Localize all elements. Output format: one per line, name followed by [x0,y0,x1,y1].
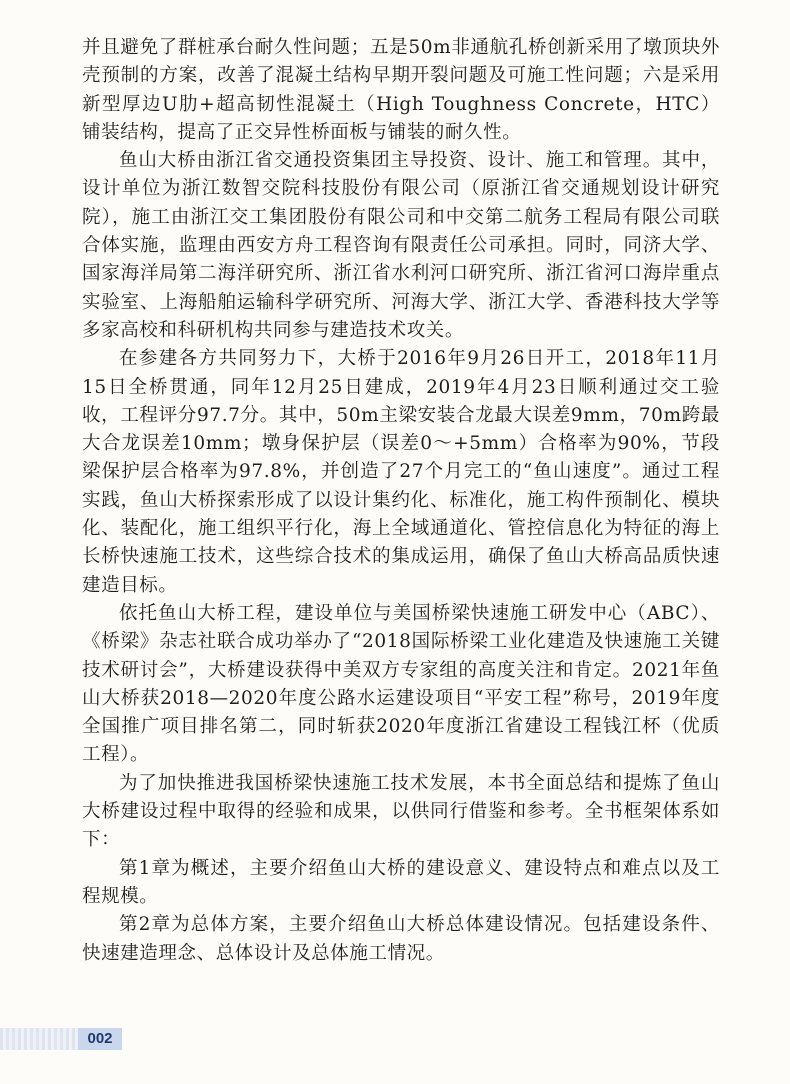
paragraph-continuation: 并且避免了群桩承台耐久性问题；五是50m非通航孔桥创新采用了墩顶块外壳预制的方案，改善了混凝土结构早期开裂问题及可施工性问题；六是采用新型厚边U肋+超高韧性混凝土（High Toughness Concrete，HTC）铺装结构，提高了正交异性桥面板与铺装的耐久性。 [82,37,720,143]
page-number: 002 [78,1028,122,1050]
paragraph-awards: 依托鱼山大桥工程，建设单位与美国桥梁快速施工研发中心（ABC）、《桥梁》杂志社联合成功举办了“2018国际桥梁工业化建造及快速施工关键技术研讨会”，大桥建设获得中美双方专家组的高度关注和肯定。2021年鱼山大桥获2018—2020年度公路水运建设项目“平安工程”称号，2019年度全国推广项目排名第二，同时斩获2020年度浙江省建设工程钱江杯（优质工程）。 [82,602,720,766]
paragraph-participants: 鱼山大桥由浙江省交通投资集团主导投资、设计、施工和管理。其中，设计单位为浙江数智交院科技股份有限公司（原浙江省交通规划设计研究院），施工由浙江交工集团股份有限公司和中交第二航务工程局有限公司联合体实施，监理由西安方舟工程咨询有限责任公司承担。同时，同济大学、国家海洋局第二海洋研究所、浙江省水利河口研究所、浙江省河口海岸重点实验室、上海船舶运输科学研究所、河海大学、浙江大学、香港科技大学等多家高校和科研机构共同参与建造技术攻关。 [82,150,720,341]
paragraph-chapter-2: 第2章为总体方案，主要介绍鱼山大桥总体建设情况。包括建设条件、快速建造理念、总体设计及总体施工情况。 [82,914,720,964]
footer-decorative-band [0,1028,78,1050]
paragraph-book-purpose: 为了加快推进我国桥梁快速施工技术发展，本书全面总结和提炼了鱼山大桥建设过程中取得的经验和成果，以供同行借鉴和参考。全书框架体系如下： [82,772,720,851]
paragraph-construction-timeline: 在参建各方共同努力下，大桥于2016年9月26日开工，2018年11月15日全桥贯通，同年12月25日建成，2019年4月23日顺利通过交工验收，工程评分97.7分。其中，50m主梁安装合龙最大误差9mm，70m跨最大合龙误差10mm；墩身保护层（误差0～+5mm）合格率为90%，节段梁保护层合格率为97.8%，并创造了27个月完工的“鱼山速度”。通过工程实践，鱼山大桥探索形成了以设计集约化、标准化，施工构件预制化、模块化、装配化，施工组织平行化，海上全域通道化、管控信息化为特征的海上长桥快速施工技术，这些综合技术的集成运用，确保了鱼山大桥高品质快速建造目标。 [82,348,720,596]
paragraph-chapter-1: 第1章为概述，主要介绍鱼山大桥的建设意义、建设特点和难点以及工程规模。 [82,857,720,907]
body-text [82,34,720,968]
